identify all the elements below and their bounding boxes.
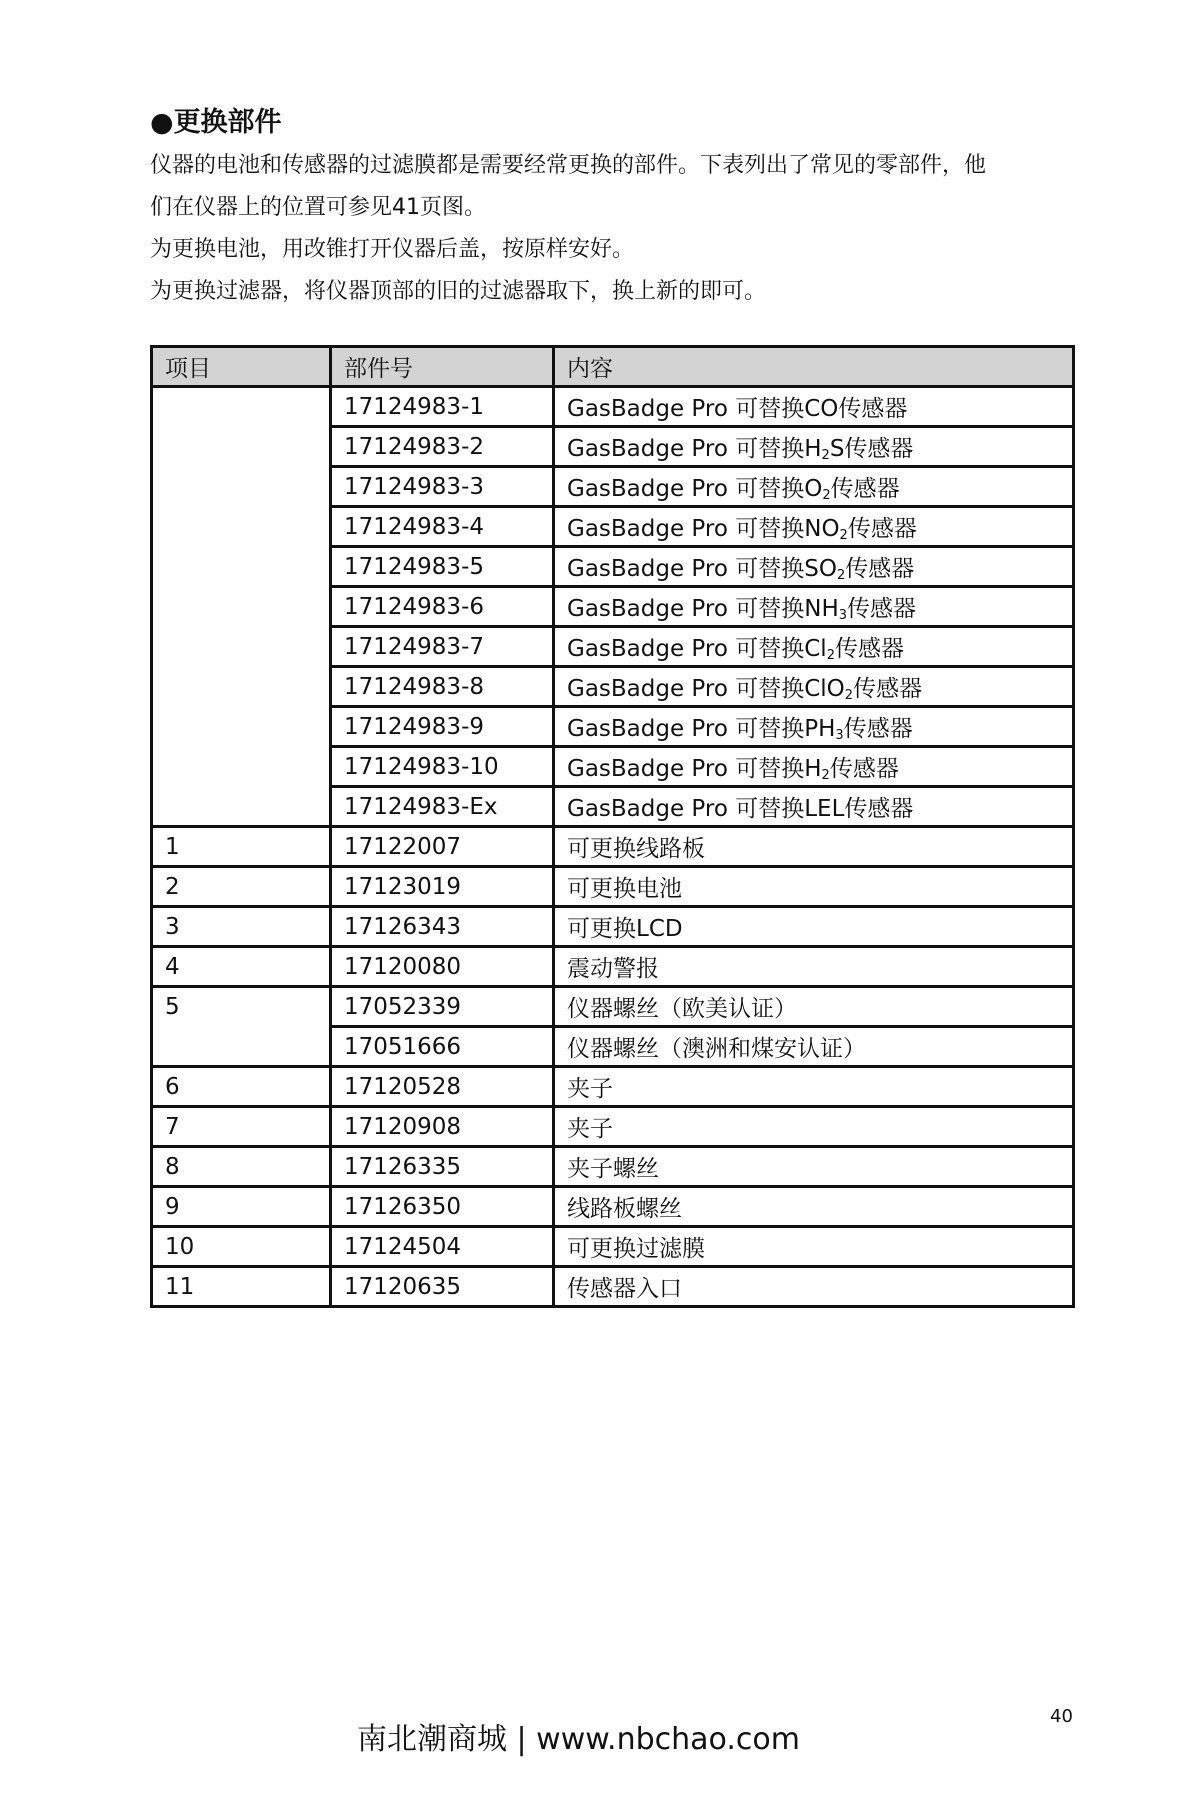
part-number-cell: 17124983-6 — [331, 587, 554, 627]
header-part-number: 部件号 — [331, 347, 554, 387]
content-cell: 夹子 — [554, 1107, 1074, 1147]
part-number-cell: 17124983-10 — [331, 747, 554, 787]
part-number-cell: 17051666 — [331, 1027, 554, 1067]
parts-table — [150, 345, 1075, 1308]
content-cell: 传感器入口 — [554, 1267, 1074, 1307]
table-row — [152, 827, 1074, 867]
content-cell: GasBadge Pro 可替换CO传感器 — [554, 387, 1074, 427]
content-cell: GasBadge Pro 可替换$SO_2$传感器 — [554, 547, 1074, 587]
footer-watermark: 南北潮商城 | www.nbchao.com — [357, 1722, 800, 1757]
part-number-cell: 17124983-9 — [331, 707, 554, 747]
paragraph: 为更换电池，用改锥打开仪器后盖，按原样安好。 — [150, 237, 635, 262]
part-number-cell: 17052339 — [331, 987, 554, 1027]
part-number-cell: 17124983-4 — [331, 507, 554, 547]
content-cell: 震动警报 — [554, 947, 1074, 987]
content-cell: 仪器螺丝（澳洲和煤安认证） — [554, 1027, 1074, 1067]
part-number-cell: 17120080 — [331, 947, 554, 987]
part-number-cell: 17124983-7 — [331, 627, 554, 667]
part-number-cell: 17126343 — [331, 907, 554, 947]
item-cell: 6 — [152, 1067, 331, 1107]
content-cell: 可更换过滤膜 — [554, 1227, 1074, 1267]
item-cell — [152, 387, 331, 827]
content-cell: 可更换电池 — [554, 867, 1074, 907]
table-row — [152, 1107, 1074, 1147]
content-cell: 线路板螺丝 — [554, 1187, 1074, 1227]
content-cell: 夹子螺丝 — [554, 1147, 1074, 1187]
part-number-cell: 17120528 — [331, 1067, 554, 1107]
content-cell: GasBadge Pro 可替换$NH_3$传感器 — [554, 587, 1074, 627]
table-row — [152, 1067, 1074, 1107]
table-row — [152, 1147, 1074, 1187]
content-cell: 仪器螺丝（欧美认证） — [554, 987, 1074, 1027]
page-number: 40 — [1050, 1706, 1073, 1727]
part-number-cell: 17120635 — [331, 1267, 554, 1307]
section-title-text: 更换部件 — [173, 107, 282, 138]
paragraph: 们在仪器上的位置可参见41页图。 — [150, 195, 486, 220]
part-number-cell: 17124983-1 — [331, 387, 554, 427]
table-row — [152, 1227, 1074, 1267]
part-number-cell: 17124983-3 — [331, 467, 554, 507]
table-row — [152, 907, 1074, 947]
section-title — [150, 100, 282, 139]
content-cell: GasBadge Pro 可替换ClO$_2$传感器 — [554, 667, 1074, 707]
part-number-cell: 17120908 — [331, 1107, 554, 1147]
item-cell: 1 — [152, 827, 331, 867]
paragraph: 为更换过滤器，将仪器顶部的旧的过滤器取下，换上新的即可。 — [150, 279, 767, 304]
item-cell: 9 — [152, 1187, 331, 1227]
item-cell: 7 — [152, 1107, 331, 1147]
content-cell: GasBadge Pro 可替换$Cl_2$传感器 — [554, 627, 1074, 667]
header-content: 内容 — [554, 347, 1074, 387]
content-cell: GasBadge Pro 可替换LEL传感器 — [554, 787, 1074, 827]
table-row — [152, 947, 1074, 987]
part-number-cell: 17124983-Ex — [331, 787, 554, 827]
content-cell: 可更换线路板 — [554, 827, 1074, 867]
paragraph: 仪器的电池和传感器的过滤膜都是需要经常更换的部件。下表列出了常见的零部件，他 — [150, 153, 987, 178]
content-cell: GasBadge Pro 可替换$H_2$传感器 — [554, 747, 1074, 787]
content-cell: 夹子 — [554, 1067, 1074, 1107]
content-cell: GasBadge Pro 可替换$H_2S$传感器 — [554, 427, 1074, 467]
table-row — [152, 387, 1074, 427]
header-item: 项目 — [152, 347, 331, 387]
item-cell: 3 — [152, 907, 331, 947]
item-cell: 11 — [152, 1267, 331, 1307]
table-row — [152, 867, 1074, 907]
content-cell: GasBadge Pro 可替换$PH_3$传感器 — [554, 707, 1074, 747]
table-row — [152, 987, 1074, 1027]
table-body — [152, 387, 1074, 1307]
part-number-cell: 17124983-2 — [331, 427, 554, 467]
part-number-cell: 17124983-8 — [331, 667, 554, 707]
content-cell: GasBadge Pro 可替换$NO_2$传感器 — [554, 507, 1074, 547]
part-number-cell: 17123019 — [331, 867, 554, 907]
part-number-cell: 17124504 — [331, 1227, 554, 1267]
item-cell: 10 — [152, 1227, 331, 1267]
item-cell: 4 — [152, 947, 331, 987]
table-header-row — [152, 347, 1074, 387]
bullet-icon: ● — [150, 107, 174, 138]
part-number-cell: 17126350 — [331, 1187, 554, 1227]
item-cell: 5 — [152, 987, 331, 1067]
content-cell: 可更换LCD — [554, 907, 1074, 947]
table-row — [152, 1267, 1074, 1307]
item-cell: 8 — [152, 1147, 331, 1187]
item-cell: 2 — [152, 867, 331, 907]
part-number-cell: 17122007 — [331, 827, 554, 867]
content-cell: GasBadge Pro 可替换$O_2$传感器 — [554, 467, 1074, 507]
part-number-cell: 17124983-5 — [331, 547, 554, 587]
table-row — [152, 1187, 1074, 1227]
part-number-cell: 17126335 — [331, 1147, 554, 1187]
